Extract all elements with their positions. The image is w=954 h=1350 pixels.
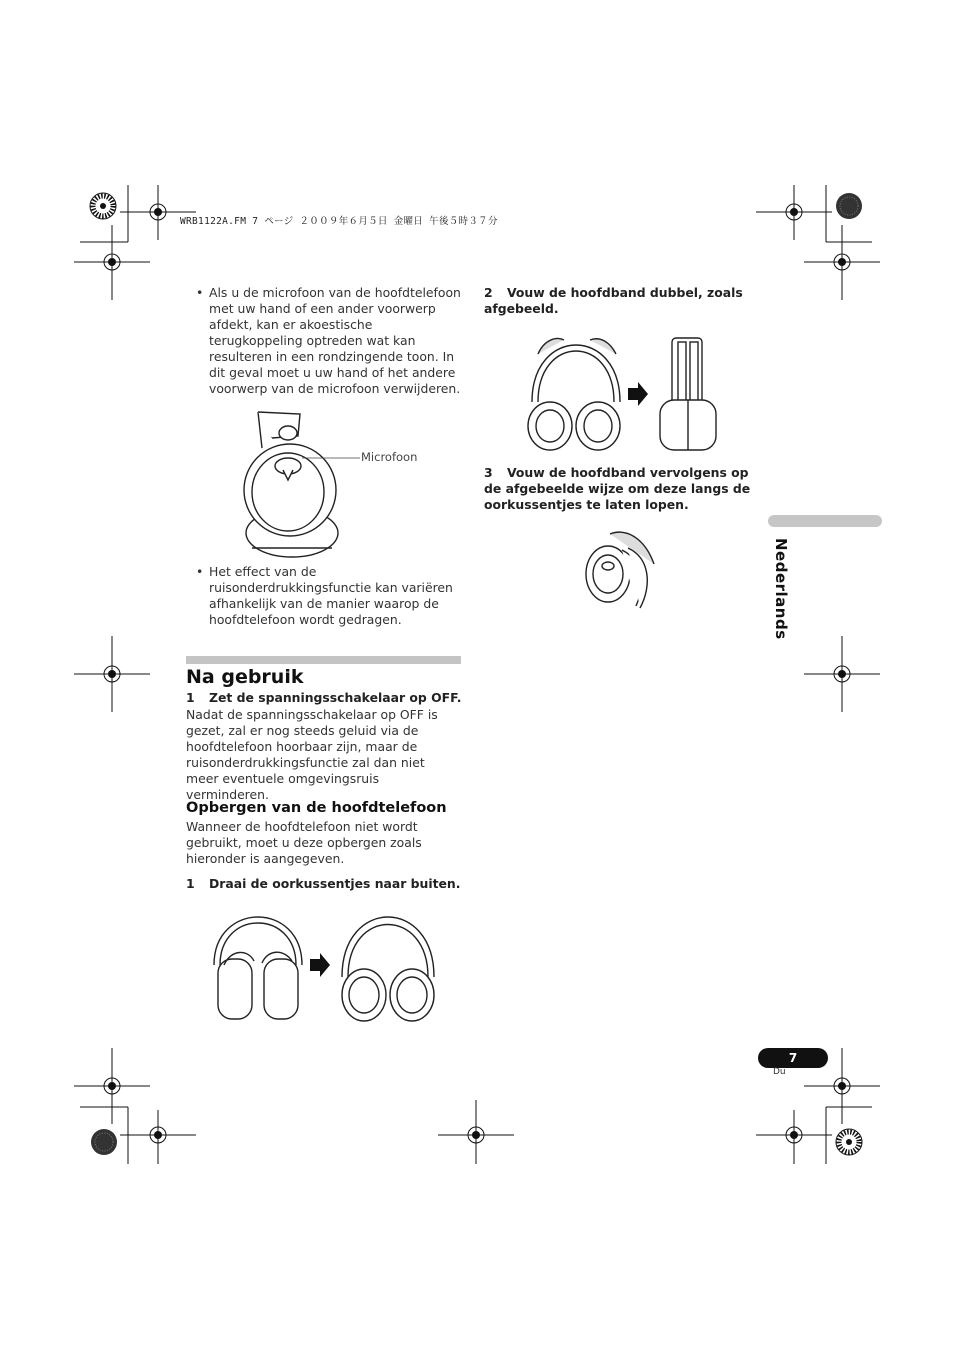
step-1-body: Nadat de spanningsschakelaar op OFF is gezet, zal er nog steeds geluid via de hoofdtelefoon hoorbaar zijn, maar de ruisonderdrukkingsfunctie zal dan niet meer eventuele omgevingsruis verminderen.: [186, 707, 438, 802]
step-3-wrap-headband: 3 Vouw de hoofdband vervolgens op de afgebeelde wijze om deze langs de oorkussentjes te laten lopen.: [484, 465, 751, 512]
page-number: 7: [758, 1048, 828, 1068]
bullet-microphone-feedback: • Als u de microfoon van de hoofdtelefoon met uw hand of een ander voorwerp afdekt, kan er akoestische terugkoppeling optreden wat kan resulteren in een rondzingende toon. In dit geval moet u uw hand of het andere voorwerp van de microfoon verwijderen.: [196, 285, 461, 396]
folded-headphones-illustration: [584, 524, 664, 609]
page-language-code: Du: [773, 1067, 786, 1077]
rotate-earcups-illustration: [206, 907, 446, 1022]
print-header: WRB1122A.FM 7 ページ ２００９年６月５日 金曜日 午後５時３７分: [180, 216, 498, 227]
subsection-body: Wanneer de hoofdtelefoon niet wordt gebruikt, moet u deze opbergen zoals hieronder is aangegeven.: [186, 819, 422, 866]
subsection-title: Opbergen van de hoofdtelefoon: [186, 800, 447, 816]
language-label: Nederlands: [772, 538, 790, 640]
section-title: Na gebruik: [186, 666, 304, 688]
storage-step-1: 1 Draai de oorkussentjes naar buiten.: [186, 876, 461, 891]
microphone-label: Microfoon: [361, 450, 418, 464]
language-tab: [768, 515, 882, 527]
step-2-fold-headband: 2 Vouw de hoofdband dubbel, zoals afgebeeld.: [484, 285, 743, 316]
fold-headband-illustration: [524, 330, 724, 455]
bullet-noise-cancel-effect: • Het effect van de ruisonderdrukkingsfunctie kan variëren afhankelijk van de manier waarop de hoofdtelefoon wordt gedragen.: [196, 564, 453, 627]
microphone-illustration: [240, 408, 360, 553]
step-1-switch-off: 1 Zet de spanningsschakelaar op OFF.: [186, 690, 462, 705]
section-divider: [186, 656, 461, 664]
